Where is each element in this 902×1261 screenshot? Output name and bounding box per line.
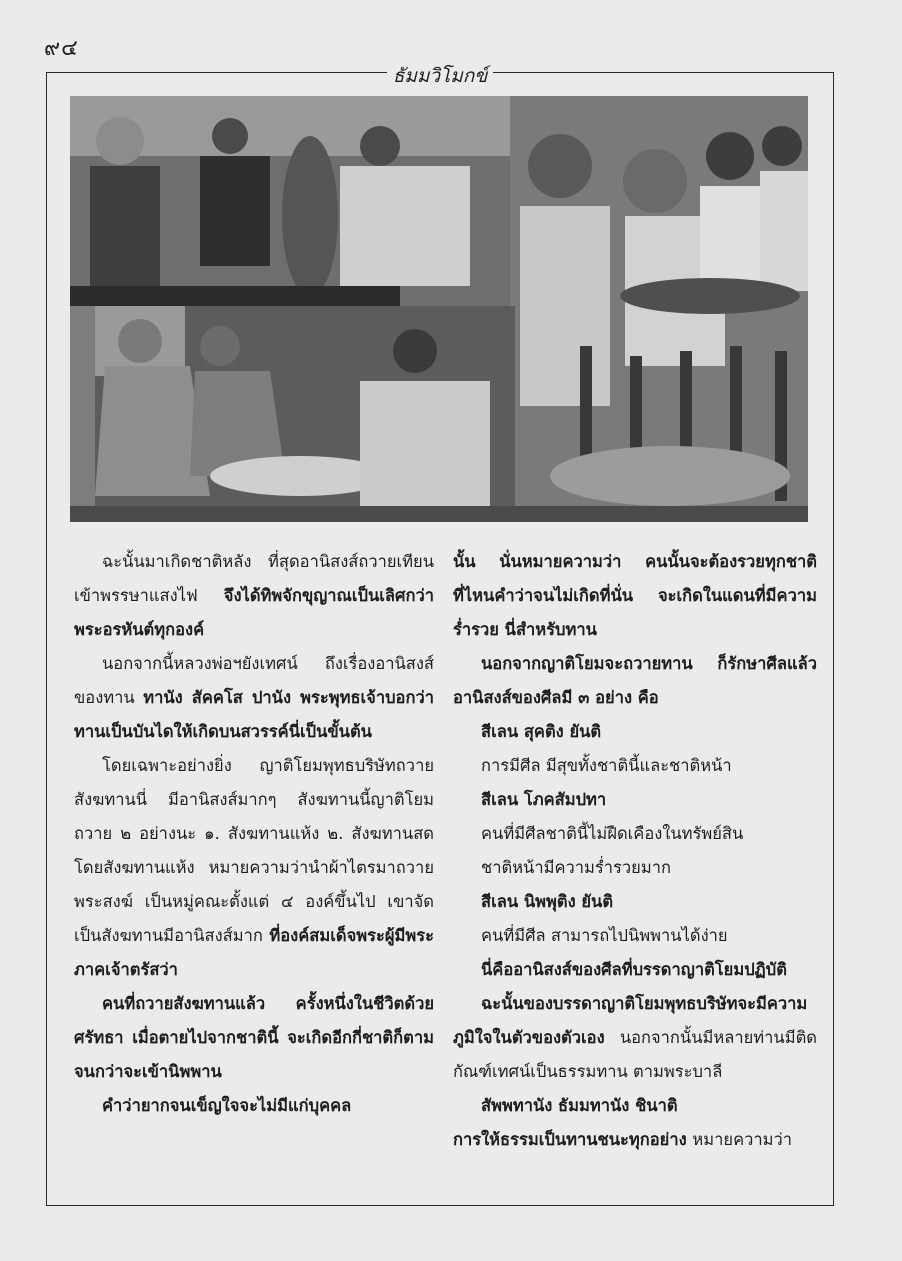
bold-text: ทานัง สัคคโส ปานัง พระพุทธเจ้าบอกว่าทานเป็นบันไดให้เกิดบนสวรรค์นี่เป็นขั้นต้น (74, 688, 434, 741)
bold-text: ฉะนั้นของบรรดาญาติโยมพุทธบริษัทจะมีความภูมิใจในตัวของตัวเอง (453, 994, 808, 1047)
bold-text: สีเลน โภคสัมปทา (481, 790, 607, 809)
paragraph (74, 545, 434, 647)
body-text: ชาติหน้ามีความร่ำรวยมาก (481, 858, 671, 877)
page-number: ๙๔ (44, 36, 79, 61)
bold-text: ที่องค์สมเด็จพระผู้มีพระภาคเจ้าตรัสว่า (74, 926, 434, 979)
photo-collage-icon (70, 96, 808, 522)
paragraph (74, 647, 434, 749)
paragraph (453, 749, 817, 783)
body-text: คนที่มีศีลชาตินี้ไม่ฝืดเคืองในทรัพย์สิน (481, 824, 744, 843)
body-text: นอกจากนั้นมีหลายท่านมีติดกัณฑ์เทศน์เป็นธรรมทาน ตามพระบาลี (453, 1028, 817, 1081)
body-text: หมายความว่า (692, 1130, 793, 1149)
bold-text: นอกจากญาติโยมจะถวายทาน ก็รักษาศีลแล้วอานิสงส์ของศีลมี ๓ อย่าง คือ (453, 654, 817, 707)
bold-text: สีเลน นิพพุติง ยันติ (481, 892, 614, 911)
paragraph (74, 987, 434, 1089)
body-text: ฉะนั้นมาเกิดชาติหลัง ที่สุดอานิสงส์ถวายเทียนเข้าพรรษาแสงไฟ (74, 552, 434, 605)
running-header (47, 61, 833, 91)
paragraph (453, 851, 817, 885)
paragraph (453, 783, 817, 817)
paragraph (453, 919, 817, 953)
paragraph (453, 817, 817, 851)
running-header-text: ธัมมวิโมกข์ (387, 65, 494, 87)
bold-text: นี่คืออานิสงส์ของศีลที่บรรดาญาติโยมปฏิบัติ (481, 960, 787, 979)
paragraph (74, 749, 434, 987)
bold-text: จึงได้ทิพจักขุญาณเป็นเลิศกว่าพระอรหันต์ทุกองค์ (74, 586, 434, 639)
body-text: การมีศีล มีสุขทั้งชาตินี้และชาติหน้า (481, 756, 732, 775)
paragraph (453, 885, 817, 919)
paragraph (453, 647, 817, 715)
body-text: คนที่มีศีล สามารถไปนิพพานได้ง่าย (481, 926, 728, 945)
paragraph (453, 953, 817, 987)
bold-text: สีเลน สุคติง ยันติ (481, 722, 602, 741)
right-column (453, 545, 817, 1157)
bold-text: สัพพทานัง ธัมมทานัง ชินาติ (481, 1096, 678, 1115)
left-column (74, 545, 434, 1123)
paragraph (453, 715, 817, 749)
bold-text: นั้น นั่นหมายความว่า คนนั้นจะต้องรวยทุกชาติที่ไหนคำว่าจนไม่เกิดที่นั่น จะเกิดในแดนที่มีความร่ำรวย นี่สำหรับทาน (453, 552, 817, 639)
paragraph (453, 1089, 817, 1123)
bold-text: การให้ธรรมเป็นทานชนะทุกอย่าง (453, 1130, 693, 1149)
bold-text: คำว่ายากจนเข็ญใจจะไม่มีแก่บุคคล (102, 1096, 352, 1115)
body-text: นอกจากนี้หลวงพ่อฯยังเทศน์ ถึงเรื่องอานิสงส์ของทาน (74, 654, 434, 707)
photo-collage (70, 96, 808, 522)
paragraph (453, 545, 817, 647)
body-text: โดยเฉพาะอย่างยิ่ง ญาติโยมพุทธบริษัทถวายสังฆทานนี่ มีอานิสงส์มากๆ สังฆทานนี้ญาติโยมถวาย ๒ อย่างนะ ๑. สังฆทานแห้ง ๒. สังฆทานสด โดยสังฆทานแห้ง หมายความว่านำผ้าไตรมาถวายพระสงฆ์ เป็นหมู่คณะตั้งแต่ ๔ องค์ขึ้นไป เขาจัดเป็นสังฆทานมีอานิสงส์มาก (74, 756, 434, 945)
paragraph (453, 987, 817, 1089)
bold-text: คนที่ถวายสังฆทานแล้ว ครั้งหนึ่งในชีวิตด้วยศรัทธา เมื่อตายไปจากชาตินี้ จะเกิดอีกกี่ชาติก็ตาม จนกว่าจะเข้านิพพาน (74, 994, 434, 1081)
paragraph (453, 1123, 817, 1157)
paragraph (74, 1089, 434, 1123)
